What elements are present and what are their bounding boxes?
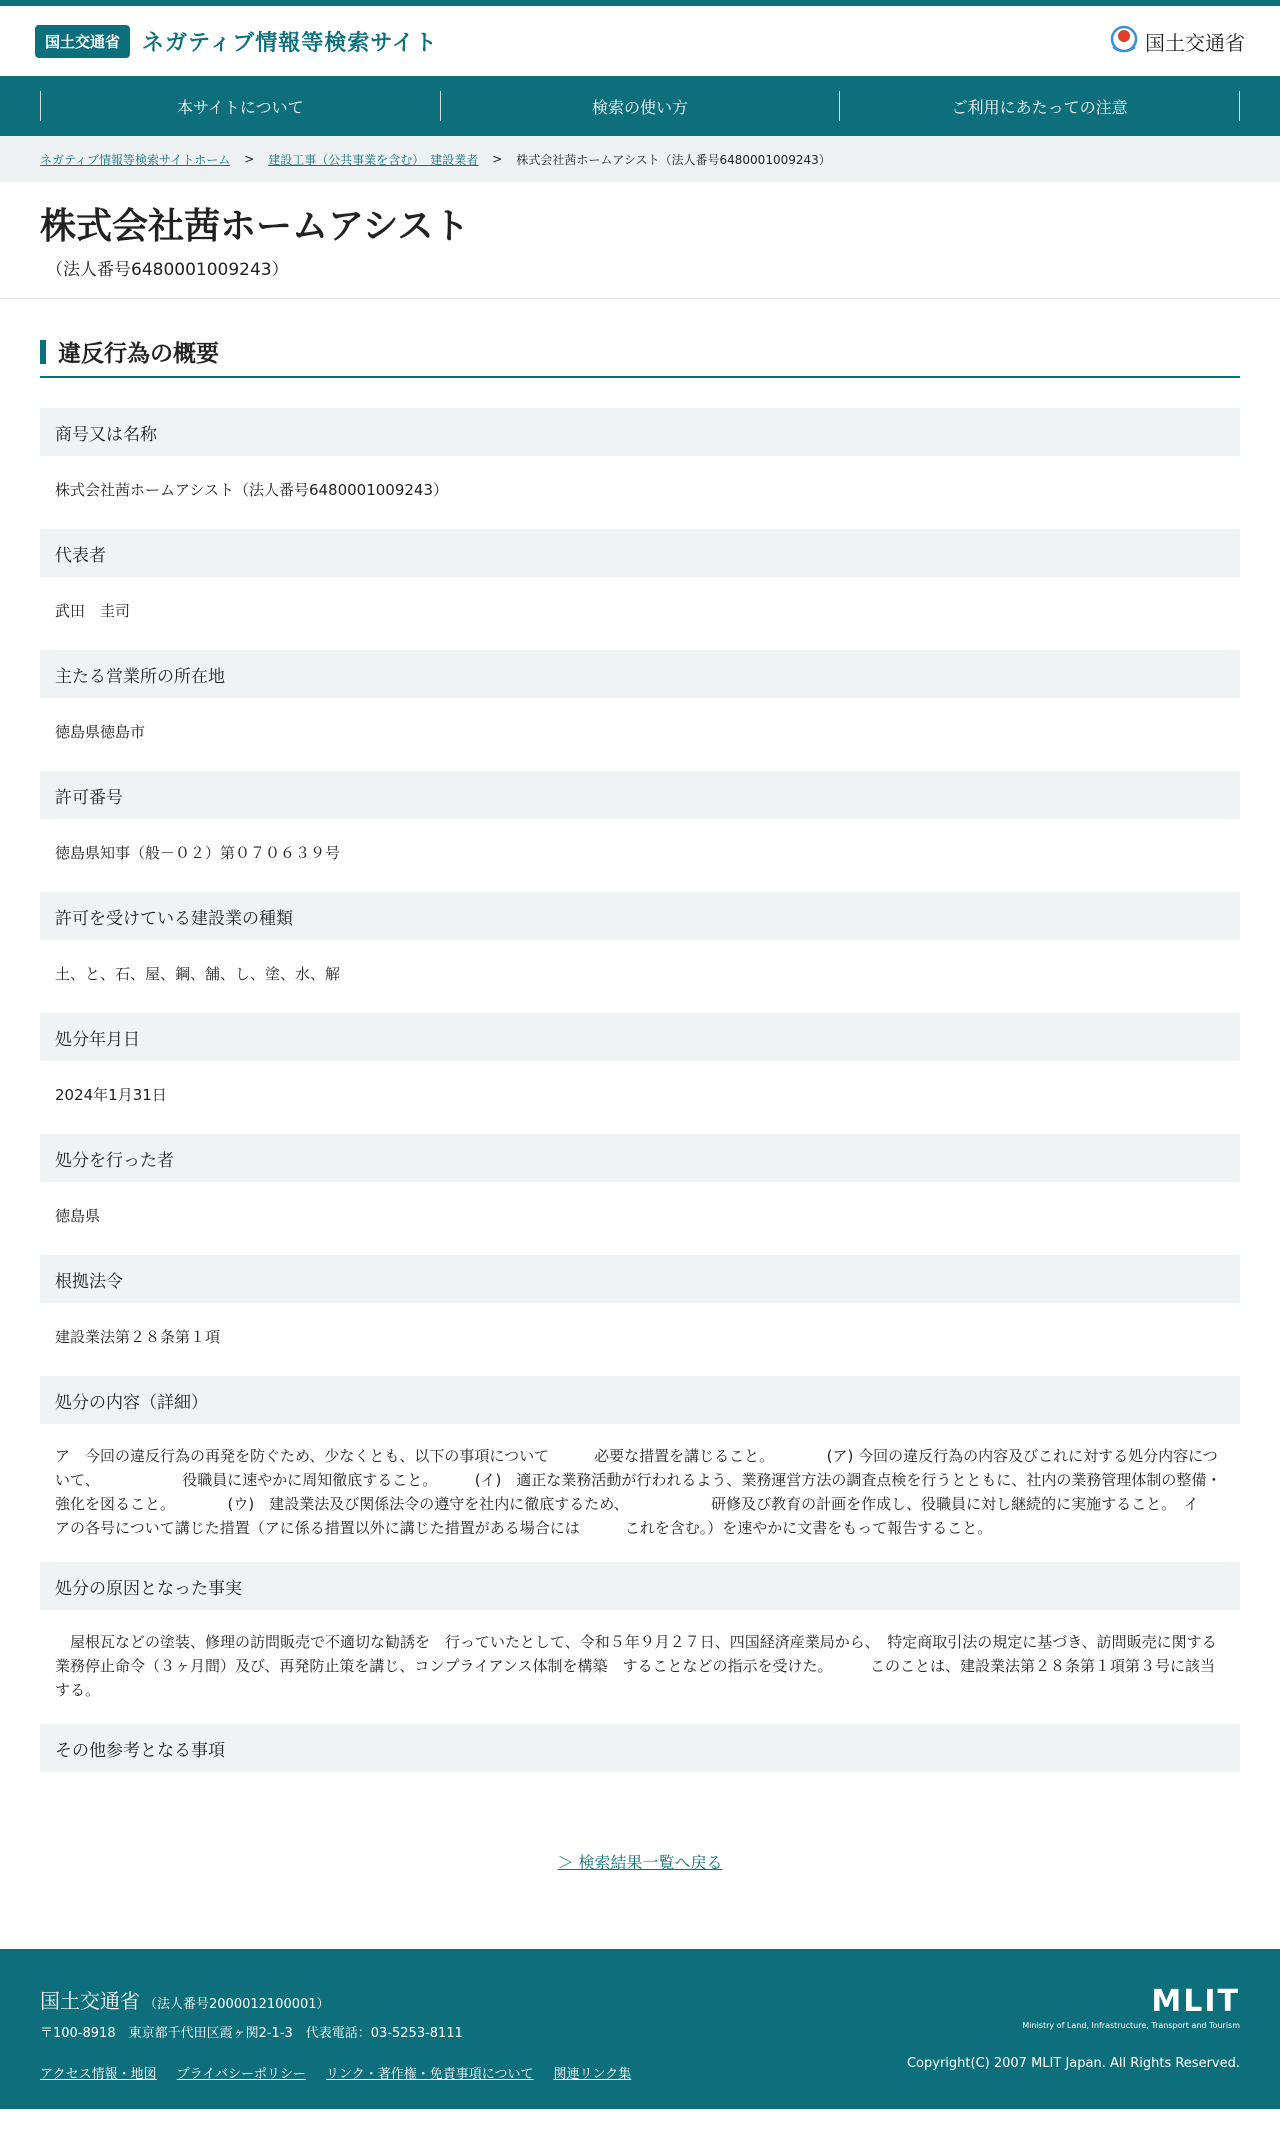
footer-address: 〒100-8918 東京都千代田区霞ヶ関2-1-3 代表電話：03-5253-8111 <box>40 2026 463 2041</box>
footer-link-privacy[interactable]: プライバシーポリシー <box>176 2067 306 2082</box>
field-value: 武田 圭司 <box>55 602 131 620</box>
field-representative <box>40 529 1240 650</box>
field-value: 徳島県徳島市 <box>55 723 146 741</box>
breadcrumb-separator: > <box>492 152 503 166</box>
field-disposition-details <box>40 1376 1240 1562</box>
site-brand[interactable] <box>35 25 438 58</box>
field-label: 許可を受けている建設業の種類 <box>40 892 1240 940</box>
main-content <box>0 299 1280 1949</box>
site-header <box>0 6 1280 76</box>
field-value: 建設業法第２８条第１項 <box>55 1328 221 1346</box>
site-footer <box>0 1949 1280 2109</box>
field-label: その他参考となる事項 <box>40 1724 1240 1772</box>
field-trade-name <box>40 408 1240 529</box>
nav-about[interactable]: 本サイトについて <box>40 91 440 121</box>
footer-link-copyright[interactable]: リンク・著作権・免責事項について <box>325 2067 534 2082</box>
mlit-wordmark: MLIT <box>1151 1984 1240 2019</box>
field-business-types <box>40 892 1240 1013</box>
nav-notes[interactable]: ご利用にあたっての注意 <box>839 91 1240 121</box>
field-disposition-date <box>40 1013 1240 1134</box>
field-other-notes <box>40 1724 1240 1772</box>
ministry-badge: 国土交通省 <box>35 25 130 58</box>
footer-mlit-logo[interactable] <box>1022 1984 1240 2030</box>
mlit-tagline: Ministry of Land, Infrastructure, Transport and Tourism <box>1022 2021 1240 2030</box>
field-label: 商号又は名称 <box>40 408 1240 456</box>
field-label: 主たる営業所の所在地 <box>40 650 1240 698</box>
field-value: 2024年1月31日 <box>55 1086 167 1104</box>
ministry-logo[interactable] <box>1109 25 1245 57</box>
footer-link-related[interactable]: 関連リンク集 <box>553 2067 632 2082</box>
nav-how-to-search[interactable]: 検索の使い方 <box>440 91 840 121</box>
copyright: Copyright(C) 2007 MLIT Japan. All Rights Reserved. <box>906 2056 1240 2071</box>
field-label: 代表者 <box>40 529 1240 577</box>
field-value: 土、と、石、屋、鋼、舗、し、塗、水、解 <box>55 965 341 983</box>
site-title: ネガティブ情報等検索サイト <box>142 30 438 56</box>
field-cause-facts <box>40 1562 1240 1724</box>
field-label: 許可番号 <box>40 771 1240 819</box>
breadcrumb-separator: > <box>244 152 255 166</box>
field-value: 徳島県知事（般－０２）第０７０６３９号 <box>55 844 341 862</box>
breadcrumb <box>0 136 1280 182</box>
field-label: 処分を行った者 <box>40 1134 1240 1182</box>
ministry-emblem-icon <box>1109 25 1139 57</box>
field-office-location <box>40 650 1240 771</box>
breadcrumb-home-link[interactable]: ネガティブ情報等検索サイトホーム <box>40 152 231 167</box>
ministry-logo-text: 国土交通省 <box>1145 30 1245 55</box>
page-heading <box>0 182 1280 299</box>
field-label: 処分の原因となった事実 <box>40 1562 1240 1610</box>
field-disposing-authority <box>40 1134 1240 1255</box>
footer-corp-number: （法人番号2000012100001） <box>144 1997 330 2012</box>
main-nav <box>0 76 1280 136</box>
footer-link-access[interactable]: アクセス情報・地図 <box>40 2067 157 2082</box>
field-label: 処分の内容（詳細） <box>40 1376 1240 1424</box>
field-value: 株式会社茜ホームアシスト（法人番号6480001009243） <box>55 481 449 499</box>
section-heading-bar <box>40 340 46 364</box>
field-value: 屋根瓦などの塗装、修理の訪問販売で不適切な勧誘を 行っていたとして、令和５年９月２７日、四国経済産業局から、 特定商取引法の規定に基づき、訪問販売に関する業務停止命令（３ヶ月間）及び、再発防止策を講じ、コンプライアンス体制を構築 することなどの指示を受けた。 このことは、建設業法第２８条第１項第３号に該当する。 <box>55 1633 1217 1699</box>
back-to-results-link[interactable]: ＞ 検索結果一覧へ戻る <box>557 1853 723 1872</box>
field-legal-basis <box>40 1255 1240 1376</box>
page-subtitle: （法人番号6480001009243） <box>46 260 289 280</box>
field-value: 徳島県 <box>55 1207 101 1225</box>
back-link-container <box>40 1772 1240 1949</box>
field-value: ア 今回の違反行為の再発を防ぐため、少なくとも、以下の事項について 必要な措置を講じること。 (ア) 今回の違反行為の内容及びこれに対する処分内容について、 役職員に速やかに周知徹底すること。 (イ) 適正な業務活動が行われるよう、業務運営方法の調査点検を行うとともに、社内の業務管理体制の整備・強化を図ること。 (ウ) 建設業法及び関係法令の遵守を社内に徹底するため、 研修及び教育の計画を作成し、役職員に対し継続的に実施すること。 イ アの各号について講じた措置（アに係る措置以外に講じた措置がある場合には これを含む。）を速やかに文書をもって報告すること。 <box>55 1447 1222 1537</box>
section-heading <box>40 335 1240 378</box>
field-permit-number <box>40 771 1240 892</box>
breadcrumb-category-link[interactable]: 建設工事（公共事業を含む） 建設業者 <box>268 152 479 167</box>
section-title: 違反行為の概要 <box>58 341 219 367</box>
footer-org-name: 国土交通省 <box>40 1989 140 2013</box>
field-label: 処分年月日 <box>40 1013 1240 1061</box>
field-label: 根拠法令 <box>40 1255 1240 1303</box>
page-title: 株式会社茜ホームアシスト <box>40 206 470 247</box>
breadcrumb-current: 株式会社茜ホームアシスト（法人番号6480001009243） <box>516 152 831 167</box>
